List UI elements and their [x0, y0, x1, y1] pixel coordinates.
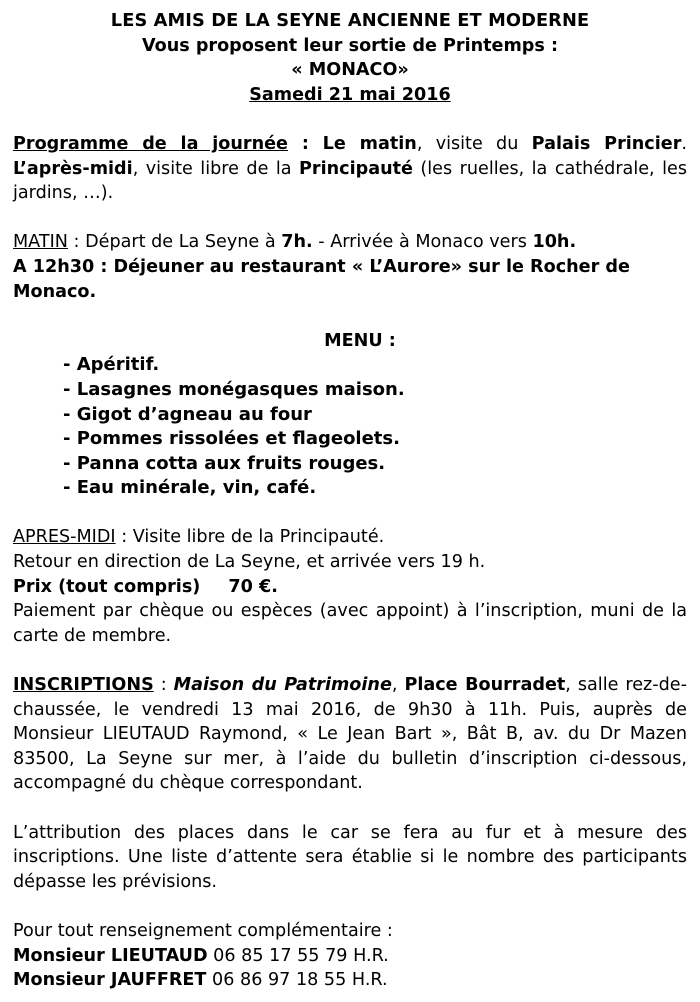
apresmidi-word: L’après-midi [13, 158, 133, 179]
contact-phone: 06 86 97 18 55 H.R. [206, 970, 388, 991]
attribution-paragraph: L’attribution des places dans le car se fera au fur et à mesure des inscriptions. Une liste d’attente sera établie si le nombre des participants dépasse les prévisions. [13, 822, 687, 892]
menu-item: - Panna cotta aux fruits rouges. [63, 452, 386, 474]
menu-item: - Eau minérale, vin, café. [63, 477, 317, 499]
menu-list [13, 353, 687, 501]
inscription-place: Maison du Patrimoine [173, 675, 392, 696]
prix-label: Prix (tout compris) [13, 576, 201, 597]
association-title: LES AMIS DE LA SEYNE ANCIENNE ET MODERNE [110, 10, 590, 31]
inscription-square: Place Bourradet [404, 675, 566, 696]
destination-title: « MONACO» [291, 60, 409, 81]
contact-name: LIEUTAUD [110, 945, 208, 966]
matin-word: Le matin [322, 133, 417, 154]
retour-line: Retour en direction de La Seyne, et arrivée vers 19 h. [13, 552, 486, 573]
contact-intro: Pour tout renseignement complémentaire : [13, 920, 393, 941]
event-date: Samedi 21 mai 2016 [249, 84, 451, 105]
contact-phone: 06 85 17 55 79 H.R. [207, 945, 389, 966]
apresmidi-label: APRES-MIDI [13, 527, 116, 548]
menu-title: MENU : [324, 330, 396, 351]
inscriptions-label: INSCRIPTIONS [13, 675, 154, 696]
principaute-word: Principauté [299, 158, 413, 179]
menu-item: - Apéritif. [63, 354, 160, 376]
arrival-time: 10h. [532, 232, 577, 253]
menu-item: - Lasagnes monégasques maison. [63, 378, 405, 400]
matin-paragraph: MATIN : Départ de La Seyne à 7h. - Arrivée à Monaco vers 10h. [13, 232, 577, 253]
document-header [13, 9, 687, 107]
apresmidi-line: APRES-MIDI : Visite libre de la Principauté. [13, 527, 385, 548]
contact-name: JAUFFRET [110, 970, 207, 991]
lunch-line: A 12h30 : Déjeuner au restaurant « L’Aurore» sur le Rocher de Monaco. [13, 256, 630, 302]
document-page [13, 9, 687, 993]
prix-line [13, 575, 687, 600]
menu-item: - Gigot d’agneau au four [63, 403, 312, 425]
depart-time: 7h. [281, 232, 313, 253]
matin-label: MATIN [13, 232, 68, 253]
inscriptions-paragraph: INSCRIPTIONS : Maison du Patrimoine, Place Bourradet, salle rez-de-chaussée, le vendredi 13 mai 2016, de 9h30 à 11h. Puis, auprès de Monsieur LIEUTAUD Raymond, « Le Jean Bart », Bât B, av. du Dr Mazen 83500, La Seyne sur mer, à l’aide du bulletin d’inscription ci-dessous, accompagné du chèque correspondant. [13, 675, 687, 794]
contact-line: Monsieur JAUFFRET 06 86 97 18 55 H.R. [13, 970, 388, 991]
invitation-subtitle: Vous proposent leur sortie de Printemps : [141, 35, 559, 56]
contact-line: Monsieur LIEUTAUD 06 85 17 55 79 H.R. [13, 945, 389, 966]
palais-name: Palais Princier [531, 133, 682, 154]
programme-paragraph: Programme de la journée : Le matin, visite du Palais Princier. L’après-midi, visite libre de la Principauté (les ruelles, la cathédrale, les jardins, …). [13, 133, 687, 204]
paiement-paragraph: Paiement par chèque ou espèces (avec appoint) à l’inscription, muni de la carte de membre. [13, 601, 687, 646]
menu-item: - Pommes rissolées et flageolets. [63, 428, 400, 450]
prix-value: 70 €. [228, 576, 278, 597]
programme-label: Programme de la journée [13, 133, 288, 154]
